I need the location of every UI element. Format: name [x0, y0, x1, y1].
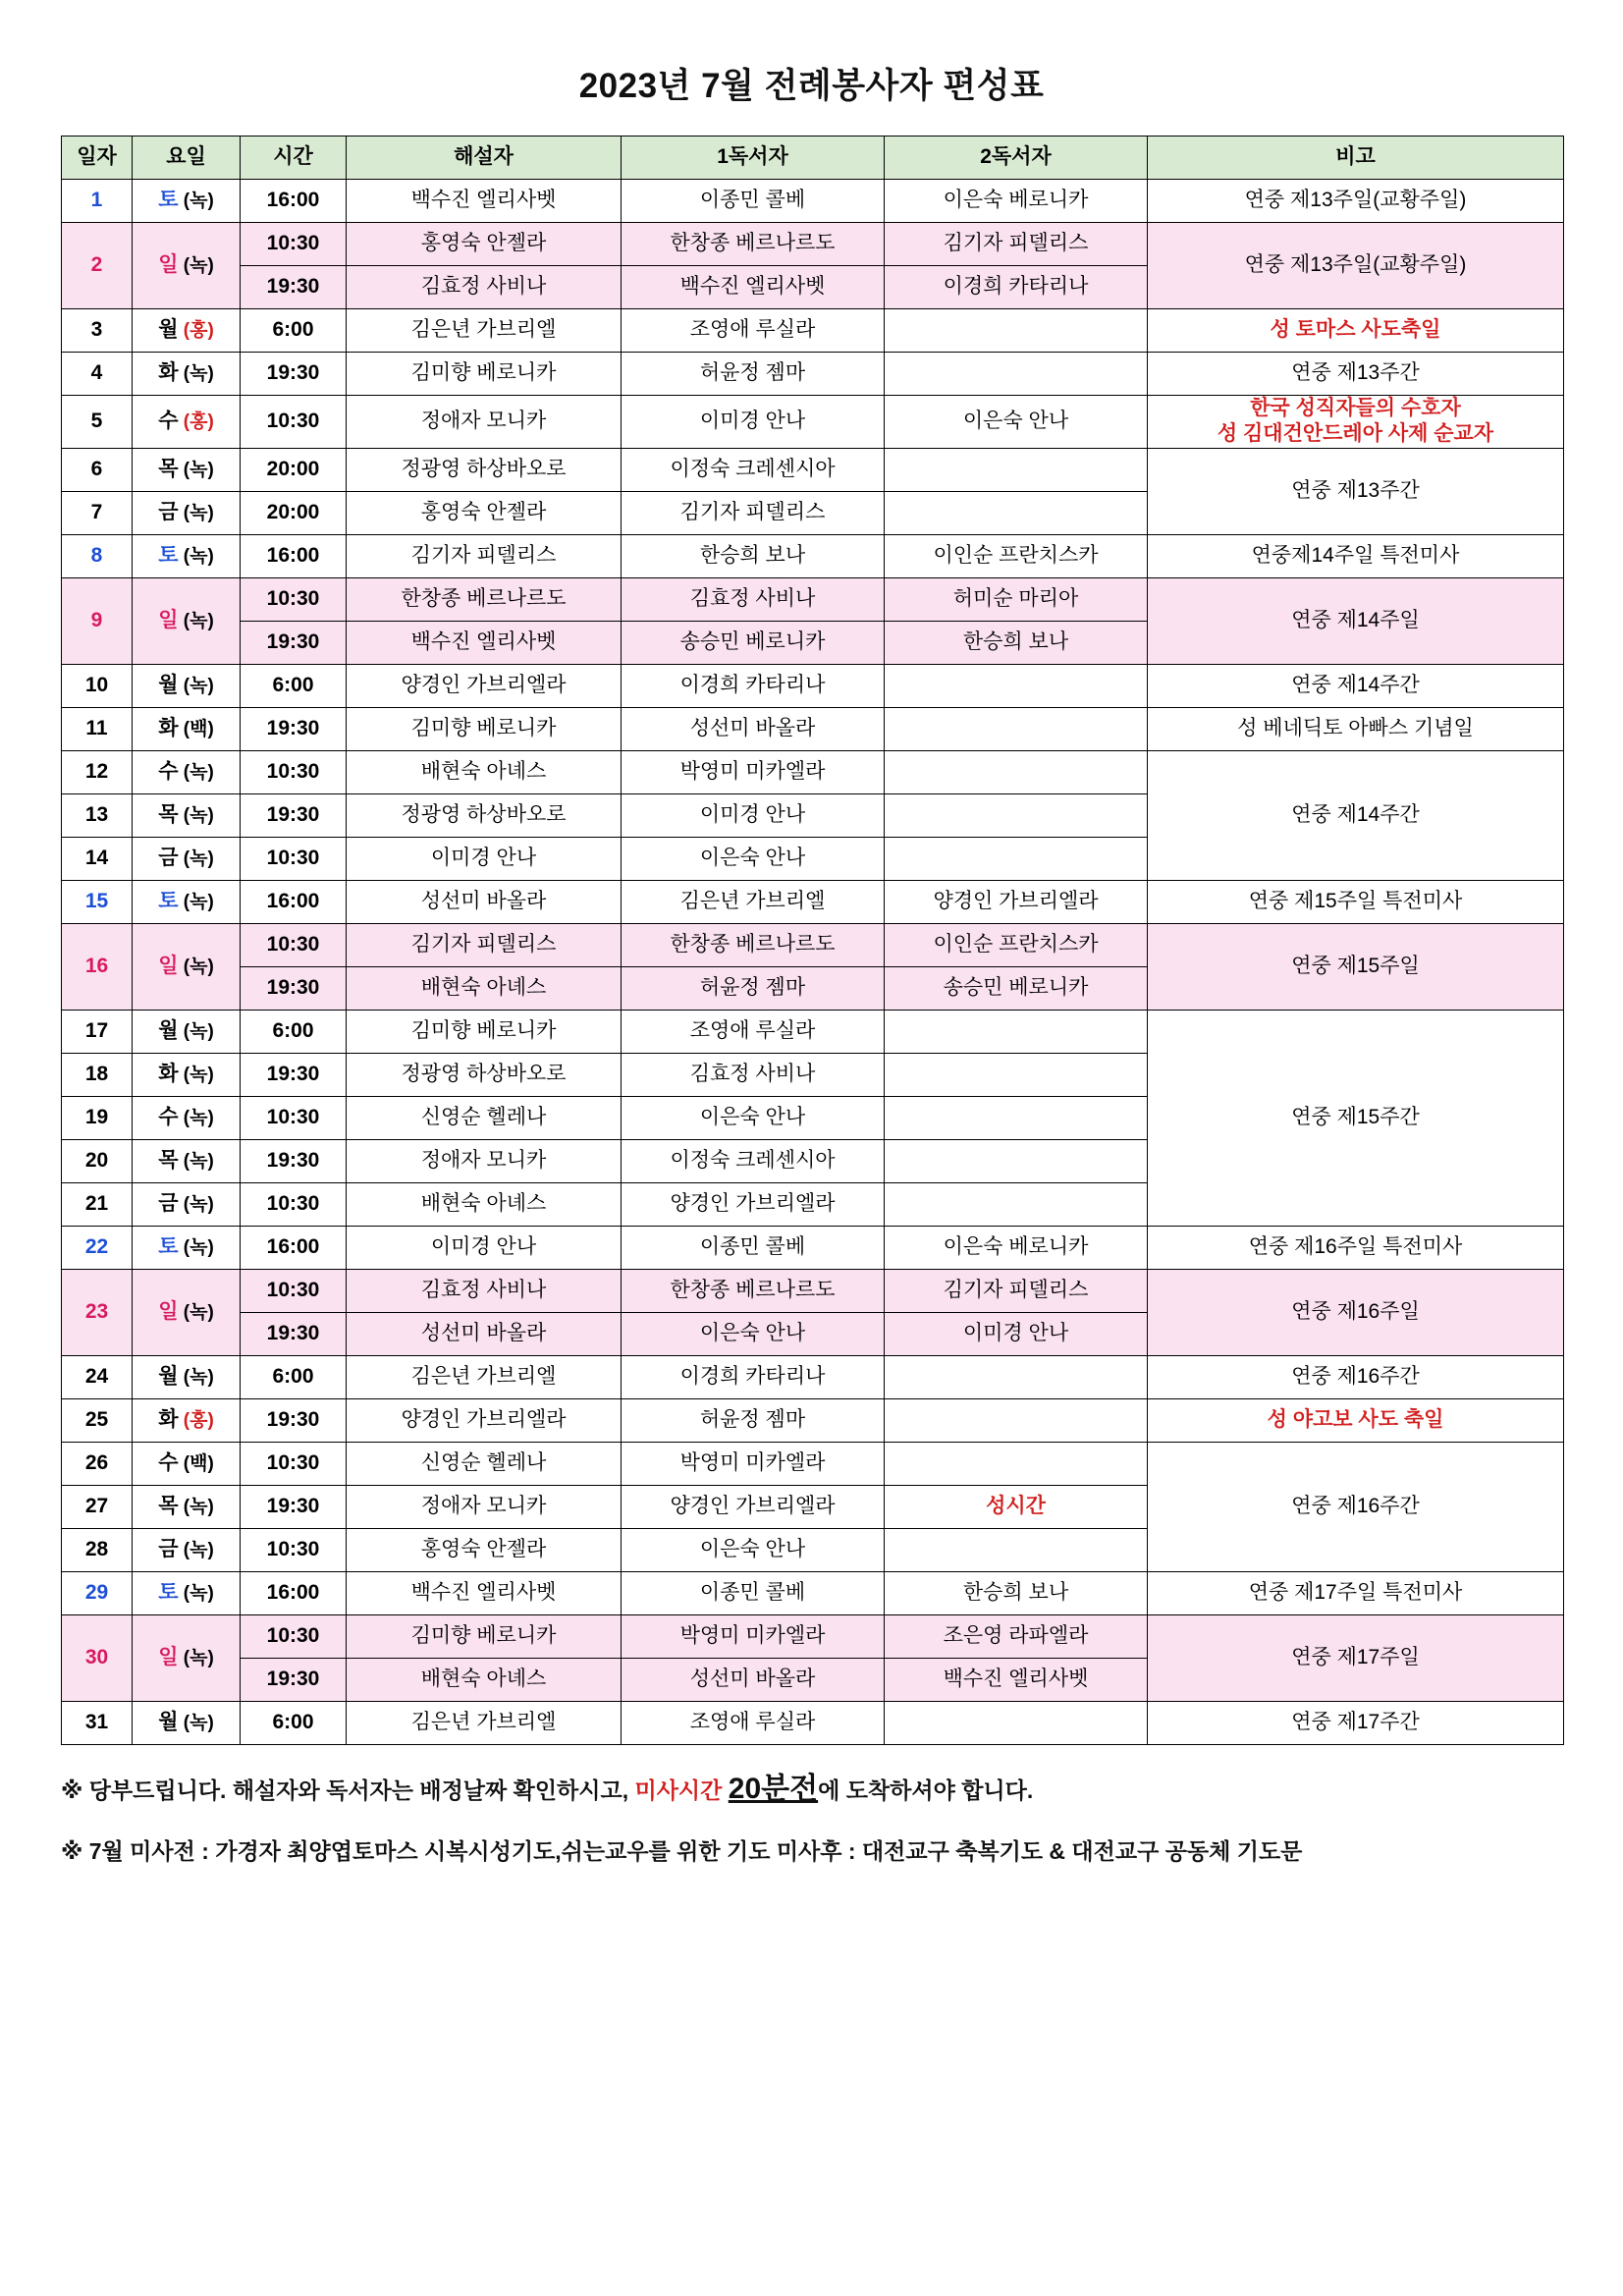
cell-time: 16:00: [241, 180, 347, 223]
cell-time: 6:00: [241, 664, 347, 707]
cell-date: 14: [62, 837, 133, 880]
cell-reader1: 조영애 루실라: [622, 1701, 885, 1744]
cell-reader2: [885, 1701, 1148, 1744]
cell-day: 일 (녹): [133, 223, 241, 309]
cell-narrator: 백수진 엘리사벳: [347, 180, 622, 223]
cell-narrator: 김미향 베로니카: [347, 1614, 622, 1658]
cell-note: 연중 제15주일: [1148, 923, 1564, 1010]
cell-time: 19:30: [241, 966, 347, 1010]
cell-reader2: [885, 750, 1148, 793]
cell-day: 월 (홍): [133, 309, 241, 353]
cell-time: 10:30: [241, 1528, 347, 1571]
cell-time: 19:30: [241, 793, 347, 837]
table-row: [62, 1355, 1564, 1398]
cell-narrator: 홍영숙 안젤라: [347, 223, 622, 266]
schedule-table: [61, 136, 1564, 1745]
cell-reader2: [885, 491, 1148, 534]
cell-day: 수 (백): [133, 1442, 241, 1485]
cell-day: 수 (녹): [133, 1096, 241, 1139]
cell-note: 한국 성직자들의 수호자 성 김대건안드레아 사제 순교자: [1148, 396, 1564, 449]
cell-day: 토 (녹): [133, 180, 241, 223]
cell-date: 6: [62, 448, 133, 491]
cell-time: 10:30: [241, 223, 347, 266]
cell-day: 금 (녹): [133, 491, 241, 534]
cell-reader1: 조영애 루실라: [622, 309, 885, 353]
cell-narrator: 배현숙 아녜스: [347, 750, 622, 793]
cell-reader2: 이은숙 베로니카: [885, 180, 1148, 223]
cell-day: 금 (녹): [133, 1182, 241, 1226]
cell-day: 월 (녹): [133, 1701, 241, 1744]
table-row: [62, 353, 1564, 396]
cell-narrator: 김은년 가브리엘: [347, 309, 622, 353]
cell-date: 27: [62, 1485, 133, 1528]
cell-reader2: [885, 1182, 1148, 1226]
cell-narrator: 이미경 안나: [347, 1226, 622, 1269]
cell-day: 월 (녹): [133, 664, 241, 707]
cell-reader2: 이인순 프란치스카: [885, 923, 1148, 966]
cell-day: 일 (녹): [133, 1614, 241, 1701]
table-row: [62, 1701, 1564, 1744]
table-row: [62, 750, 1564, 793]
cell-reader1: 이종민 콜베: [622, 1571, 885, 1614]
table-row: [62, 1010, 1564, 1053]
cell-note: 연중 제17주간: [1148, 1701, 1564, 1744]
cell-reader2: 김기자 피델리스: [885, 223, 1148, 266]
cell-narrator: 김효정 사비나: [347, 1269, 622, 1312]
cell-time: 19:30: [241, 1312, 347, 1355]
cell-date: 1: [62, 180, 133, 223]
cell-day: 토 (녹): [133, 1571, 241, 1614]
cell-narrator: 이미경 안나: [347, 837, 622, 880]
cell-date: 15: [62, 880, 133, 923]
cell-note: 연중 제16주일 특전미사: [1148, 1226, 1564, 1269]
column-header-narrator: 해설자: [347, 137, 622, 180]
table-row: [62, 880, 1564, 923]
table-row: [62, 923, 1564, 966]
cell-date: 30: [62, 1614, 133, 1701]
cell-date: 19: [62, 1096, 133, 1139]
cell-time: 6:00: [241, 1010, 347, 1053]
cell-narrator: 한창종 베르나르도: [347, 577, 622, 621]
cell-date: 12: [62, 750, 133, 793]
cell-date: 31: [62, 1701, 133, 1744]
cell-time: 6:00: [241, 1355, 347, 1398]
table-row: [62, 1442, 1564, 1485]
cell-reader1: 김효정 사비나: [622, 577, 885, 621]
cell-reader1: 이정숙 크레센시아: [622, 1139, 885, 1182]
cell-time: 19:30: [241, 353, 347, 396]
cell-narrator: 김기자 피델리스: [347, 923, 622, 966]
cell-day: 일 (녹): [133, 577, 241, 664]
cell-narrator: 정애자 모니카: [347, 1139, 622, 1182]
cell-reader2: 양경인 가브리엘라: [885, 880, 1148, 923]
cell-narrator: 김미향 베로니카: [347, 707, 622, 750]
cell-time: 10:30: [241, 577, 347, 621]
cell-time: 16:00: [241, 534, 347, 577]
cell-time: 19:30: [241, 621, 347, 664]
cell-reader1: 성선미 바올라: [622, 707, 885, 750]
footnote-1: [61, 1761, 1563, 1817]
cell-day: 목 (녹): [133, 1485, 241, 1528]
cell-reader2: 허미순 마리아: [885, 577, 1148, 621]
cell-reader2: [885, 707, 1148, 750]
column-header-note: 비고: [1148, 137, 1564, 180]
cell-reader1: 박영미 미카엘라: [622, 1442, 885, 1485]
table-row: [62, 707, 1564, 750]
cell-date: 29: [62, 1571, 133, 1614]
cell-reader1: 이정숙 크레센시아: [622, 448, 885, 491]
cell-narrator: 신영순 헬레나: [347, 1096, 622, 1139]
cell-reader1: 이은숙 안나: [622, 1096, 885, 1139]
cell-reader1: 한창종 베르나르도: [622, 923, 885, 966]
cell-narrator: 김기자 피델리스: [347, 534, 622, 577]
cell-reader2: 이경희 카타리나: [885, 266, 1148, 309]
cell-narrator: 배현숙 아녜스: [347, 966, 622, 1010]
cell-date: 17: [62, 1010, 133, 1053]
cell-narrator: 홍영숙 안젤라: [347, 491, 622, 534]
cell-time: 10:30: [241, 923, 347, 966]
cell-narrator: 정애자 모니카: [347, 1485, 622, 1528]
cell-date: 23: [62, 1269, 133, 1355]
cell-date: 10: [62, 664, 133, 707]
cell-day: 금 (녹): [133, 837, 241, 880]
cell-date: 3: [62, 309, 133, 353]
cell-day: 일 (녹): [133, 1269, 241, 1355]
cell-note: 연중 제13주일(교황주일): [1148, 180, 1564, 223]
cell-date: 5: [62, 396, 133, 449]
cell-day: 목 (녹): [133, 793, 241, 837]
table-row: [62, 664, 1564, 707]
cell-reader2: 한승희 보나: [885, 1571, 1148, 1614]
cell-day: 일 (녹): [133, 923, 241, 1010]
cell-date: 26: [62, 1442, 133, 1485]
cell-narrator: 정광영 하상바오로: [347, 1053, 622, 1096]
column-header-time: 시간: [241, 137, 347, 180]
cell-reader1: 이은숙 안나: [622, 1528, 885, 1571]
cell-note: 연중 제13주간: [1148, 448, 1564, 534]
footnotes: [61, 1761, 1563, 1874]
cell-day: 화 (홍): [133, 1398, 241, 1442]
cell-date: 8: [62, 534, 133, 577]
cell-narrator: 백수진 엘리사벳: [347, 621, 622, 664]
table-body: [62, 180, 1564, 1745]
cell-time: 10:30: [241, 1269, 347, 1312]
cell-time: 10:30: [241, 1442, 347, 1485]
cell-reader1: 박영미 미카엘라: [622, 750, 885, 793]
column-header-reader2: 2독서자: [885, 137, 1148, 180]
cell-reader2: [885, 309, 1148, 353]
cell-reader1: 이은숙 안나: [622, 1312, 885, 1355]
cell-reader1: 송승민 베로니카: [622, 621, 885, 664]
cell-reader2: 이인순 프란치스카: [885, 534, 1148, 577]
table-row: [62, 1614, 1564, 1658]
cell-note: 연중 제13주간: [1148, 353, 1564, 396]
cell-note: 연중 제16주간: [1148, 1355, 1564, 1398]
cell-day: 월 (녹): [133, 1010, 241, 1053]
cell-reader2: 한승희 보나: [885, 621, 1148, 664]
cell-reader2: 송승민 베로니카: [885, 966, 1148, 1010]
cell-narrator: 성선미 바올라: [347, 880, 622, 923]
cell-reader2: 이은숙 베로니카: [885, 1226, 1148, 1269]
cell-reader2: 조은영 라파엘라: [885, 1614, 1148, 1658]
cell-narrator: 김은년 가브리엘: [347, 1355, 622, 1398]
cell-reader1: 성선미 바올라: [622, 1658, 885, 1701]
cell-reader1: 허윤정 젬마: [622, 1398, 885, 1442]
cell-note: 연중 제15주간: [1148, 1010, 1564, 1226]
page-title: 2023년 7월 전례봉사자 편성표: [578, 67, 1045, 105]
table-row: [62, 1226, 1564, 1269]
cell-reader2: [885, 1442, 1148, 1485]
cell-reader2: [885, 664, 1148, 707]
cell-reader1: 이종민 콜베: [622, 180, 885, 223]
cell-date: 13: [62, 793, 133, 837]
cell-time: 6:00: [241, 1701, 347, 1744]
cell-reader2: 이은숙 안나: [885, 396, 1148, 449]
cell-reader2: [885, 1398, 1148, 1442]
cell-reader1: 박영미 미카엘라: [622, 1614, 885, 1658]
cell-note: 연중 제16주일: [1148, 1269, 1564, 1355]
cell-date: 4: [62, 353, 133, 396]
cell-day: 토 (녹): [133, 880, 241, 923]
table-row: [62, 1571, 1564, 1614]
cell-day: 화 (녹): [133, 1053, 241, 1096]
cell-narrator: 양경인 가브리엘라: [347, 664, 622, 707]
cell-reader1: 이미경 안나: [622, 793, 885, 837]
cell-note: 연중 제16주간: [1148, 1442, 1564, 1571]
cell-time: 16:00: [241, 1571, 347, 1614]
cell-note: 성 토마스 사도축일: [1148, 309, 1564, 353]
column-header-reader1: 1독서자: [622, 137, 885, 180]
cell-reader1: 김효정 사비나: [622, 1053, 885, 1096]
cell-reader1: 허윤정 젬마: [622, 353, 885, 396]
cell-reader2: [885, 793, 1148, 837]
cell-narrator: 신영순 헬레나: [347, 1442, 622, 1485]
table-row: [62, 448, 1564, 491]
cell-day: 월 (녹): [133, 1355, 241, 1398]
cell-narrator: 백수진 엘리사벳: [347, 1571, 622, 1614]
cell-time: 10:30: [241, 750, 347, 793]
cell-reader2: [885, 837, 1148, 880]
cell-time: 19:30: [241, 1658, 347, 1701]
cell-note: 연중 제14주일: [1148, 577, 1564, 664]
table-row: [62, 1398, 1564, 1442]
cell-reader1: 김기자 피델리스: [622, 491, 885, 534]
cell-note: 성 야고보 사도 축일: [1148, 1398, 1564, 1442]
column-header-date: 일자: [62, 137, 133, 180]
table-header: [62, 137, 1564, 180]
cell-reader2: [885, 1053, 1148, 1096]
footnote-2: ※ 7월 미사전 : 가경자 최양엽토마스 시복시성기도,쉬는교우를 위한 기도 미사후 : 대전교구 축복기도 & 대전교구 공동체 기도문: [61, 1837, 1303, 1864]
cell-reader2: [885, 1528, 1148, 1571]
cell-note: 연중 제13주일(교황주일): [1148, 223, 1564, 309]
cell-narrator: 양경인 가브리엘라: [347, 1398, 622, 1442]
cell-date: 24: [62, 1355, 133, 1398]
cell-day: 목 (녹): [133, 448, 241, 491]
cell-time: 19:30: [241, 707, 347, 750]
cell-time: 19:30: [241, 266, 347, 309]
cell-reader1: 양경인 가브리엘라: [622, 1485, 885, 1528]
cell-reader1: 조영애 루실라: [622, 1010, 885, 1053]
cell-day: 화 (백): [133, 707, 241, 750]
cell-narrator: 성선미 바올라: [347, 1312, 622, 1355]
cell-reader1: 양경인 가브리엘라: [622, 1182, 885, 1226]
table-row: [62, 577, 1564, 621]
cell-date: 18: [62, 1053, 133, 1096]
cell-reader1: 한창종 베르나르도: [622, 223, 885, 266]
cell-narrator: 배현숙 아녜스: [347, 1658, 622, 1701]
cell-date: 20: [62, 1139, 133, 1182]
cell-narrator: 정애자 모니카: [347, 396, 622, 449]
cell-reader1: 허윤정 젬마: [622, 966, 885, 1010]
cell-day: 목 (녹): [133, 1139, 241, 1182]
cell-note: 연중 제14주간: [1148, 750, 1564, 880]
cell-narrator: 배현숙 아녜스: [347, 1182, 622, 1226]
cell-time: 19:30: [241, 1485, 347, 1528]
cell-narrator: 김은년 가브리엘: [347, 1701, 622, 1744]
cell-reader2: [885, 1010, 1148, 1053]
cell-reader2: [885, 1355, 1148, 1398]
cell-reader1: 이은숙 안나: [622, 837, 885, 880]
cell-date: 2: [62, 223, 133, 309]
cell-time: 16:00: [241, 880, 347, 923]
cell-note: 성 베네딕토 아빠스 기념일: [1148, 707, 1564, 750]
cell-date: 22: [62, 1226, 133, 1269]
cell-narrator: 김미향 베로니카: [347, 1010, 622, 1053]
cell-note: 연중 제17주일 특전미사: [1148, 1571, 1564, 1614]
cell-note: 연중제14주일 특전미사: [1148, 534, 1564, 577]
cell-reader2: 성시간: [885, 1485, 1148, 1528]
cell-time: 16:00: [241, 1226, 347, 1269]
cell-time: 10:30: [241, 1614, 347, 1658]
column-header-day: 요일: [133, 137, 241, 180]
cell-reader1: 김은년 가브리엘: [622, 880, 885, 923]
cell-date: 9: [62, 577, 133, 664]
cell-reader2: 백수진 엘리사벳: [885, 1658, 1148, 1701]
cell-reader2: [885, 448, 1148, 491]
cell-time: 19:30: [241, 1398, 347, 1442]
cell-day: 금 (녹): [133, 1528, 241, 1571]
cell-reader1: 백수진 엘리사벳: [622, 266, 885, 309]
cell-note: 연중 제17주일: [1148, 1614, 1564, 1701]
cell-time: 10:30: [241, 396, 347, 449]
cell-time: 19:30: [241, 1139, 347, 1182]
footnote-1-part-b: 에 도착하셔야 합니다.: [818, 1777, 1034, 1803]
cell-reader1: 한승희 보나: [622, 534, 885, 577]
table-row: [62, 534, 1564, 577]
cell-narrator: 정광영 하상바오로: [347, 448, 622, 491]
cell-time: 10:30: [241, 1182, 347, 1226]
cell-time: 10:30: [241, 1096, 347, 1139]
cell-narrator: 정광영 하상바오로: [347, 793, 622, 837]
cell-time: 20:00: [241, 491, 347, 534]
table-row: [62, 309, 1564, 353]
table-row: [62, 180, 1564, 223]
cell-day: 화 (녹): [133, 353, 241, 396]
cell-date: 7: [62, 491, 133, 534]
cell-date: 21: [62, 1182, 133, 1226]
cell-day: 수 (홍): [133, 396, 241, 449]
cell-reader1: 이종민 콜베: [622, 1226, 885, 1269]
cell-date: 11: [62, 707, 133, 750]
cell-reader2: 김기자 피델리스: [885, 1269, 1148, 1312]
cell-reader1: 이경희 카타리나: [622, 664, 885, 707]
cell-date: 16: [62, 923, 133, 1010]
table-row: [62, 1269, 1564, 1312]
cell-reader2: [885, 353, 1148, 396]
cell-reader1: 이미경 안나: [622, 396, 885, 449]
cell-date: 25: [62, 1398, 133, 1442]
cell-day: 수 (녹): [133, 750, 241, 793]
cell-time: 6:00: [241, 309, 347, 353]
table-row: [62, 396, 1564, 449]
cell-narrator: 홍영숙 안젤라: [347, 1528, 622, 1571]
table-row: [62, 223, 1564, 266]
table-header-row: [62, 137, 1564, 180]
cell-reader1: 이경희 카타리나: [622, 1355, 885, 1398]
cell-time: 10:30: [241, 837, 347, 880]
cell-reader2: [885, 1139, 1148, 1182]
cell-date: 28: [62, 1528, 133, 1571]
cell-note: 연중 제15주일 특전미사: [1148, 880, 1564, 923]
cell-reader2: 이미경 안나: [885, 1312, 1148, 1355]
cell-day: 토 (녹): [133, 1226, 241, 1269]
cell-time: 20:00: [241, 448, 347, 491]
cell-day: 토 (녹): [133, 534, 241, 577]
cell-time: 19:30: [241, 1053, 347, 1096]
cell-note: 연중 제14주간: [1148, 664, 1564, 707]
cell-reader2: [885, 1096, 1148, 1139]
footnote-1-emphasis: 20분전: [728, 1772, 819, 1805]
footnote-1-highlight: 미사시간: [634, 1777, 729, 1803]
footnote-1-part-a: ※ 당부드립니다. 해설자와 독서자는 배정날짜 확인하시고,: [61, 1777, 635, 1803]
cell-narrator: 김효정 사비나: [347, 266, 622, 309]
cell-narrator: 김미향 베로니카: [347, 353, 622, 396]
cell-reader1: 한창종 베르나르도: [622, 1269, 885, 1312]
